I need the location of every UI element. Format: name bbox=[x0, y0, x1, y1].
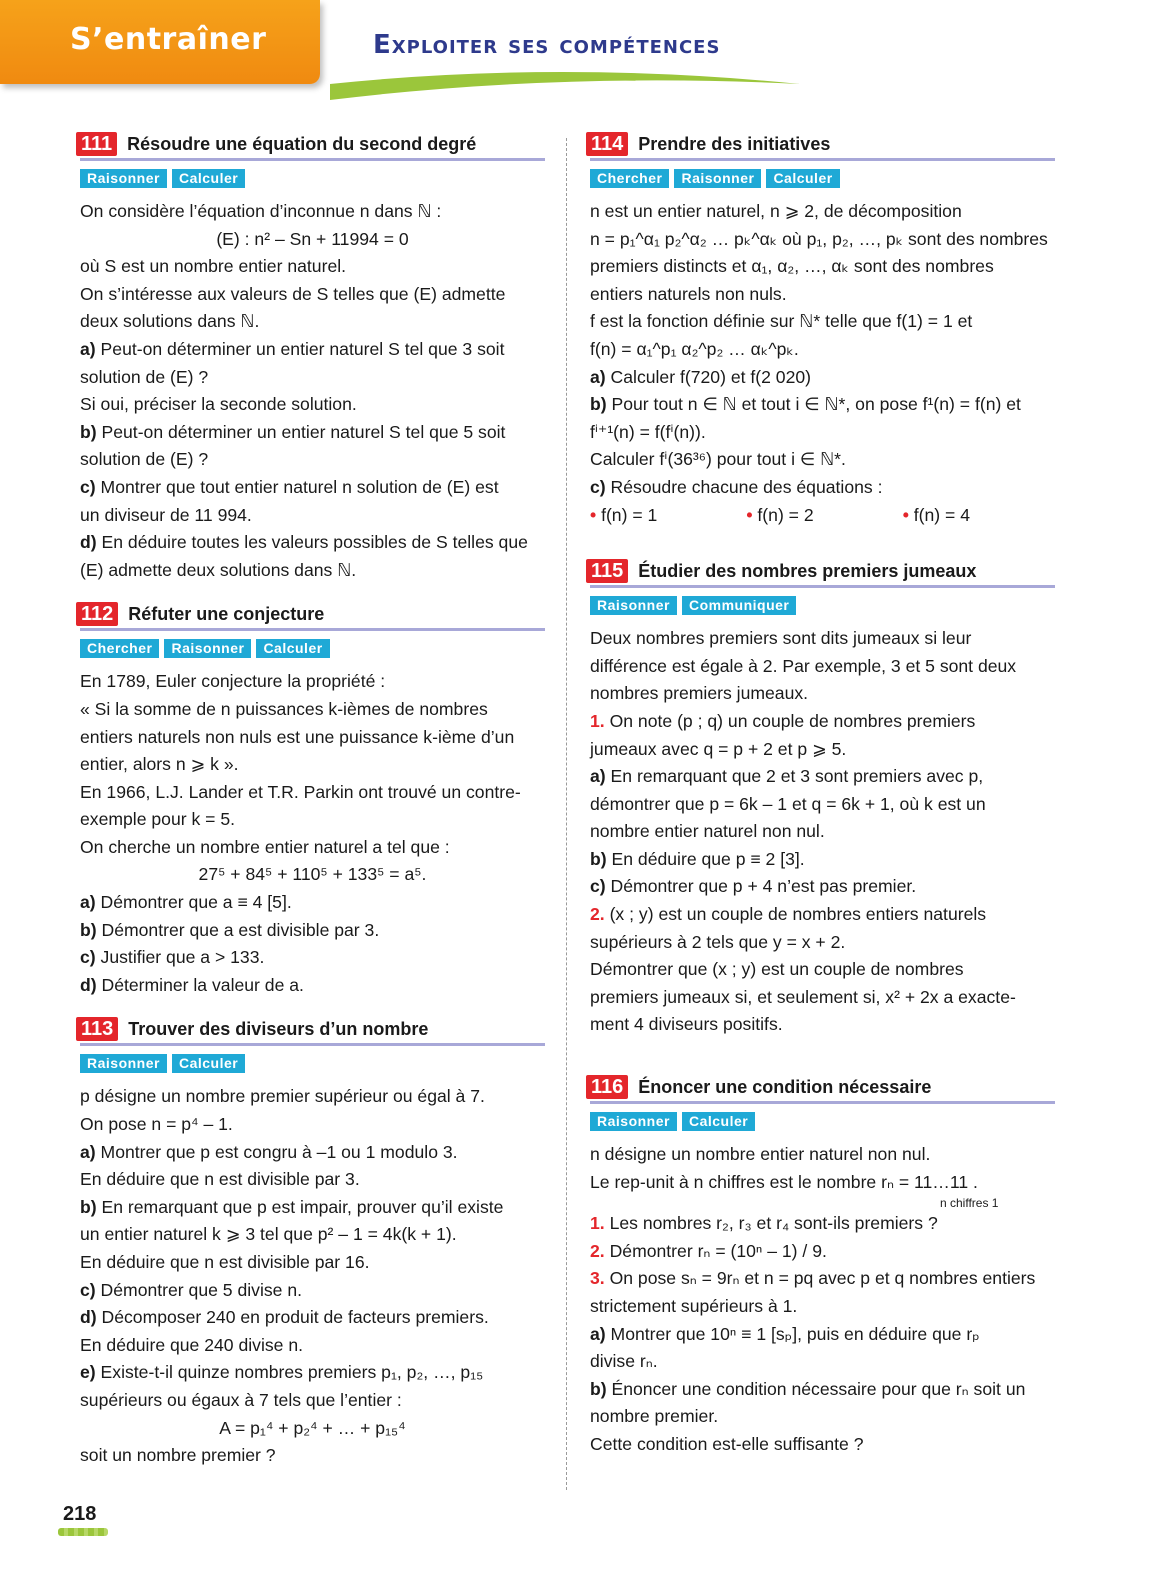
exercise-number-badge: 113 bbox=[76, 1017, 118, 1041]
exercise-line bbox=[590, 446, 1055, 474]
exercise-line bbox=[590, 391, 1055, 419]
line-text: Décomposer 240 en produit de facteurs premiers. bbox=[101, 1307, 489, 1328]
exercise-number-badge: 112 bbox=[76, 602, 118, 626]
question-label: b) bbox=[80, 1196, 97, 1217]
line-text: entiers naturels non nuls est une puissance k-ième d’un bbox=[80, 726, 515, 747]
exercise-line bbox=[80, 834, 545, 862]
line-text: strictement supérieurs à 1. bbox=[590, 1296, 798, 1316]
question-label: d) bbox=[80, 974, 97, 995]
line-text: Peut-on déterminer un entier naturel S tel que 3 soit bbox=[100, 338, 505, 359]
exercise-line bbox=[590, 1293, 1055, 1321]
question-label: a) bbox=[80, 892, 96, 913]
exercise-number-badge: 111 bbox=[76, 132, 117, 156]
part-number: 2. bbox=[590, 1240, 605, 1261]
right-column bbox=[590, 132, 1055, 1477]
exercise-title: Trouver des diviseurs d’un nombre bbox=[128, 1019, 429, 1040]
exercise-line bbox=[80, 917, 545, 945]
exercise-header bbox=[80, 602, 545, 631]
question-label: a) bbox=[80, 1141, 96, 1162]
line-text: un diviseur de 11 994. bbox=[80, 504, 252, 525]
exercise-line bbox=[80, 806, 545, 834]
line-text: différence est égale à 2. Par exemple, 3 et 5 sont deux bbox=[590, 655, 1017, 676]
exercise-line bbox=[590, 901, 1055, 929]
line-text: Montrer que p est congru à –1 ou 1 modulo 3. bbox=[100, 1141, 458, 1162]
skill-tags bbox=[80, 169, 545, 188]
line-text: où S est un nombre entier naturel. bbox=[80, 256, 347, 277]
exercise-line bbox=[80, 364, 545, 392]
line-text: (x ; y) est un couple de nombres entiers naturels bbox=[609, 904, 987, 925]
exercise-line bbox=[590, 708, 1055, 736]
exercise-title: Étudier des nombres premiers jumeaux bbox=[638, 561, 977, 582]
exercise-line bbox=[80, 779, 545, 807]
exercise-line bbox=[80, 1083, 545, 1111]
line-text: « Si la somme de n puissances k-ièmes de nombres bbox=[80, 698, 488, 719]
skill-tags bbox=[80, 1054, 545, 1073]
skill-tag: Chercher bbox=[80, 639, 159, 658]
line-text: n est un entier naturel, n ⩾ 2, de décomposition bbox=[590, 201, 962, 221]
equation-item: • f(n) = 4 bbox=[903, 502, 970, 530]
exercise-line bbox=[80, 529, 545, 557]
line-text: nombre entier naturel non nul. bbox=[590, 821, 825, 842]
exercise-line bbox=[590, 625, 1055, 653]
exercise-number-badge: 115 bbox=[586, 559, 628, 583]
exercise-title: Réfuter une conjecture bbox=[128, 604, 325, 625]
line-text: Calculer fⁱ(36³⁶) pour tout i ∈ ℕ*. bbox=[590, 449, 846, 470]
line-text: jumeaux avec q = p + 2 et p ⩾ 5. bbox=[590, 738, 847, 759]
line-text: Cette condition est-elle suffisante ? bbox=[590, 1433, 864, 1454]
line-text: un entier naturel k ⩾ 3 tel que p² – 1 = 4k(k + 1). bbox=[80, 1224, 457, 1245]
exercise-body bbox=[590, 625, 1055, 1039]
exercise-line bbox=[590, 198, 1055, 226]
exercise-body bbox=[80, 198, 545, 584]
exercise-line bbox=[80, 1111, 545, 1139]
exercise-line bbox=[80, 1139, 545, 1167]
line-text: Montrer que tout entier naturel n solution de (E) est bbox=[100, 476, 499, 497]
exercise-line bbox=[590, 474, 1055, 502]
exercise-line bbox=[590, 818, 1055, 846]
exercise-line bbox=[80, 668, 545, 696]
exercise-line bbox=[590, 1210, 1055, 1238]
line-text: soit un nombre premier ? bbox=[80, 1445, 276, 1466]
line-text: (E) admette deux solutions dans ℕ. bbox=[80, 559, 357, 580]
exercise-line bbox=[590, 791, 1055, 819]
skill-tag: Raisonner bbox=[590, 1112, 677, 1131]
question-label: b) bbox=[80, 421, 97, 442]
exercise-line bbox=[590, 1141, 1055, 1169]
exercise-line bbox=[590, 308, 1055, 336]
line-text: supérieurs ou égaux à 7 tels que l’entier : bbox=[80, 1389, 402, 1410]
skill-tag: Communiquer bbox=[682, 596, 796, 615]
exercise-line bbox=[590, 1403, 1055, 1431]
exercise-line bbox=[590, 419, 1055, 447]
exercise-title: Prendre des initiatives bbox=[638, 134, 831, 154]
line-text: En déduire que n est divisible par 16. bbox=[80, 1252, 370, 1272]
line-text: En déduire toutes les valeurs possibles de S telles que bbox=[101, 532, 528, 553]
exercise-line bbox=[590, 984, 1055, 1012]
exercise-115 bbox=[590, 559, 1055, 1039]
skill-tags bbox=[590, 596, 1055, 615]
exercise-header bbox=[80, 1017, 545, 1046]
exercise-line bbox=[80, 226, 545, 254]
exercise-line bbox=[80, 1442, 545, 1470]
skill-tag: Calculer bbox=[256, 639, 329, 658]
line-text: p désigne un nombre premier supérieur ou égal à 7. bbox=[80, 1086, 485, 1107]
exercise-header bbox=[80, 132, 545, 161]
line-text: Énoncer une condition nécessaire pour que rₙ soit un bbox=[611, 1378, 1026, 1399]
line-text: En 1789, Euler conjecture la propriété : bbox=[80, 671, 386, 692]
exercise-line bbox=[590, 226, 1055, 254]
exercise-line bbox=[590, 846, 1055, 874]
question-label: b) bbox=[590, 1378, 607, 1399]
line-text: nombre premier. bbox=[590, 1406, 719, 1427]
skill-tag: Calculer bbox=[172, 1054, 245, 1073]
line-text: premiers jumeaux si, et seulement si, x² + 2x a exacte- bbox=[590, 986, 1016, 1007]
line-text: On cherche un nombre entier naturel a tel que : bbox=[80, 836, 450, 857]
exercise-line bbox=[80, 474, 545, 502]
exercise-line bbox=[590, 1265, 1055, 1293]
question-label: e) bbox=[80, 1362, 96, 1383]
line-text: solution de (E) ? bbox=[80, 366, 209, 387]
exercise-line bbox=[590, 736, 1055, 764]
exercise-line bbox=[80, 198, 545, 226]
skill-tag: Calculer bbox=[172, 169, 245, 188]
exercise-line bbox=[80, 1194, 545, 1222]
header-title: Exploiter ses compétences bbox=[373, 30, 721, 60]
exercise-header bbox=[590, 132, 1055, 161]
exercise-116 bbox=[590, 1075, 1055, 1459]
exercise-114 bbox=[590, 132, 1055, 529]
line-text: n = p₁^α₁ p₂^α₂ … pₖ^αₖ où p₁, p₂, …, pₖ sont des nombres bbox=[590, 228, 1048, 249]
skill-tag: Chercher bbox=[590, 169, 669, 188]
line-text: On pose n = p⁴ – 1. bbox=[80, 1114, 233, 1135]
line-text: Montrer que 10ⁿ ≡ 1 [sₚ], puis en déduire que rₚ bbox=[610, 1323, 980, 1344]
exercise-line bbox=[590, 1169, 1055, 1197]
exercise-line bbox=[80, 1387, 545, 1415]
exercise-line bbox=[590, 1321, 1055, 1349]
part-number: 3. bbox=[590, 1268, 605, 1289]
line-text: Les nombres r₂, r₃ et r₄ sont-ils premiers ? bbox=[609, 1213, 938, 1234]
line-text: supérieurs à 2 tels que y = x + 2. bbox=[590, 931, 846, 952]
page-number: 218 bbox=[63, 1503, 97, 1525]
skill-tags bbox=[80, 639, 545, 658]
question-label: c) bbox=[80, 1279, 96, 1300]
question-label: a) bbox=[590, 1323, 606, 1344]
line-text: A = p₁⁴ + p₂⁴ + … + p₁₅⁴ bbox=[219, 1417, 406, 1438]
exercise-line bbox=[590, 336, 1055, 364]
line-text: En remarquant que p est impair, prouver qu’il existe bbox=[101, 1196, 504, 1217]
exercise-line bbox=[80, 861, 545, 889]
question-label: c) bbox=[590, 476, 606, 497]
exercise-body bbox=[590, 198, 1055, 529]
part-number: 2. bbox=[590, 904, 605, 925]
line-text: Justifier que a > 133. bbox=[100, 947, 265, 968]
line-text: n désigne un nombre entier naturel non nul. bbox=[590, 1144, 931, 1165]
exercise-line bbox=[80, 1332, 545, 1360]
question-label: d) bbox=[80, 532, 97, 553]
exercise-line bbox=[590, 1348, 1055, 1376]
line-text: fⁱ⁺¹(n) = f(fⁱ(n)). bbox=[590, 421, 706, 442]
line-text: Existe-t-il quinze nombres premiers p₁, p₂, …, p₁₅ bbox=[100, 1362, 484, 1383]
skill-tag: Calculer bbox=[682, 1112, 755, 1131]
exercise-line bbox=[590, 873, 1055, 901]
question-label: c) bbox=[80, 947, 96, 968]
exercise-line bbox=[80, 944, 545, 972]
line-text: Deux nombres premiers sont dits jumeaux si leur bbox=[590, 628, 972, 649]
question-label: b) bbox=[590, 848, 607, 869]
exercise-line bbox=[80, 751, 545, 779]
line-text: En remarquant que 2 et 3 sont premiers avec p, bbox=[610, 766, 984, 787]
line-text: f est la fonction définie sur ℕ* telle que f(1) = 1 et bbox=[590, 311, 973, 332]
line-text: Si oui, préciser la seconde solution. bbox=[80, 394, 357, 415]
equation-bullets bbox=[590, 502, 970, 530]
line-text: Démontrer que 5 divise n. bbox=[100, 1279, 302, 1300]
line-text: Démontrer que a est divisible par 3. bbox=[101, 919, 380, 940]
skill-tag: Raisonner bbox=[674, 169, 761, 188]
line-text: En déduire que n est divisible par 3. bbox=[80, 1169, 360, 1190]
question-label: b) bbox=[590, 394, 607, 415]
line-text: 27⁵ + 84⁵ + 110⁵ + 133⁵ = a⁵. bbox=[198, 864, 427, 885]
exercise-line bbox=[80, 502, 545, 530]
line-text: On pose sₙ = 9rₙ et n = pq avec p et q nombres entiers bbox=[609, 1268, 1036, 1289]
exercise-body bbox=[590, 1141, 1055, 1459]
exercise-112 bbox=[80, 602, 545, 999]
skill-tags bbox=[590, 1112, 1055, 1131]
exercise-number-badge: 116 bbox=[586, 1075, 628, 1099]
line-text: Pour tout n ∈ ℕ et tout i ∈ ℕ*, on pose f¹(n) = f(n) et bbox=[611, 394, 1021, 415]
exercise-line bbox=[80, 281, 545, 309]
line-text: n chiffres 1 bbox=[940, 1196, 999, 1211]
exercise-line bbox=[590, 253, 1055, 281]
equation-item: • f(n) = 2 bbox=[746, 502, 813, 530]
exercise-line bbox=[590, 763, 1055, 791]
line-text: On note (p ; q) un couple de nombres premiers bbox=[609, 710, 976, 731]
line-text: Le rep-unit à n chiffres est le nombre rₙ = 11…11 . bbox=[590, 1171, 978, 1192]
skill-tag: Raisonner bbox=[590, 596, 677, 615]
column-divider bbox=[566, 138, 567, 1490]
exercise-line bbox=[590, 1196, 1055, 1210]
line-text: (E) : n² – Sn + 11994 = 0 bbox=[216, 228, 409, 249]
line-text: En déduire que 240 divise n. bbox=[80, 1334, 304, 1355]
exercise-line bbox=[80, 1277, 545, 1305]
line-text: Démontrer que (x ; y) est un couple de nombres bbox=[590, 959, 964, 980]
exercise-line bbox=[590, 281, 1055, 309]
exercise-line bbox=[590, 680, 1055, 708]
equation-item: • f(n) = 1 bbox=[590, 502, 657, 530]
exercise-line bbox=[590, 1011, 1055, 1039]
exercise-line bbox=[80, 336, 545, 364]
exercise-line bbox=[80, 446, 545, 474]
exercise-body bbox=[80, 1083, 545, 1469]
exercise-line bbox=[590, 364, 1055, 392]
line-text: Démontrer rₙ = (10ⁿ – 1) / 9. bbox=[609, 1240, 827, 1261]
line-text: Résoudre chacune des équations : bbox=[610, 476, 883, 497]
line-text: On considère l’équation d’inconnue n dans ℕ : bbox=[80, 201, 442, 221]
line-text: Démontrer que p + 4 n’est pas premier. bbox=[610, 876, 917, 897]
exercise-line bbox=[590, 956, 1055, 984]
line-text: Calculer f(720) et f(2 020) bbox=[610, 366, 812, 387]
exercise-line bbox=[80, 889, 545, 917]
line-text: entiers naturels non nuls. bbox=[590, 283, 787, 304]
exercise-line bbox=[80, 1415, 545, 1443]
line-text: ment 4 diviseurs positifs. bbox=[590, 1014, 783, 1035]
line-text: premiers distincts et α₁, α₂, …, αₖ sont des nombres bbox=[590, 256, 994, 277]
line-text: nombres premiers jumeaux. bbox=[590, 683, 809, 704]
question-label: c) bbox=[80, 476, 96, 497]
exercise-113 bbox=[80, 1017, 545, 1469]
skill-tag: Raisonner bbox=[164, 639, 251, 658]
exercise-number-badge: 114 bbox=[586, 132, 628, 156]
line-text: Peut-on déterminer un entier naturel S tel que 5 soit bbox=[101, 421, 506, 442]
line-text: démontrer que p = 6k – 1 et q = 6k + 1, où k est un bbox=[590, 793, 986, 814]
line-text: Déterminer la valeur de a. bbox=[101, 974, 304, 995]
line-text: En déduire que p ≡ 2 [3]. bbox=[611, 848, 805, 869]
line-text: divise rₙ. bbox=[590, 1351, 658, 1372]
page-number-decoration bbox=[58, 1528, 108, 1536]
line-text: entier, alors n ⩾ k ». bbox=[80, 754, 239, 775]
exercise-title: Énoncer une condition nécessaire bbox=[638, 1077, 932, 1098]
exercise-line bbox=[80, 308, 545, 336]
exercise-line bbox=[80, 1249, 545, 1277]
question-label: b) bbox=[80, 919, 97, 940]
line-text: f(n) = α₁^p₁ α₂^p₂ … αₖ^pₖ. bbox=[590, 338, 799, 359]
skill-tags bbox=[590, 169, 1055, 188]
line-text: On s’intéresse aux valeurs de S telles que (E) admette bbox=[80, 283, 506, 304]
exercise-line bbox=[590, 1376, 1055, 1404]
exercise-line bbox=[80, 253, 545, 281]
exercise-line bbox=[80, 972, 545, 1000]
exercise-111 bbox=[80, 132, 545, 584]
header-tab-label: S’entraîner bbox=[70, 22, 267, 57]
exercise-line bbox=[590, 1431, 1055, 1459]
exercise-header bbox=[590, 559, 1055, 588]
skill-tag: Calculer bbox=[766, 169, 839, 188]
question-label: a) bbox=[590, 766, 606, 787]
line-text: Démontrer que a ≡ 4 [5]. bbox=[100, 892, 292, 913]
exercise-body bbox=[80, 668, 545, 999]
line-text: solution de (E) ? bbox=[80, 449, 209, 470]
exercise-line bbox=[80, 1359, 545, 1387]
exercise-line bbox=[80, 696, 545, 724]
exercise-header bbox=[590, 1075, 1055, 1104]
exercise-line bbox=[80, 391, 545, 419]
exercise-line bbox=[590, 1238, 1055, 1266]
exercise-line bbox=[80, 1221, 545, 1249]
skill-tag: Raisonner bbox=[80, 169, 167, 188]
exercise-line bbox=[590, 929, 1055, 957]
line-text: exemple pour k = 5. bbox=[80, 809, 236, 830]
question-label: a) bbox=[590, 366, 606, 387]
exercise-line bbox=[80, 1166, 545, 1194]
exercise-line bbox=[590, 653, 1055, 681]
question-label: a) bbox=[80, 338, 96, 359]
skill-tag: Raisonner bbox=[80, 1054, 167, 1073]
left-column bbox=[80, 132, 545, 1488]
part-number: 1. bbox=[590, 1213, 605, 1234]
line-text: deux solutions dans ℕ. bbox=[80, 311, 260, 332]
question-label: c) bbox=[590, 876, 606, 897]
exercise-line bbox=[80, 557, 545, 585]
exercise-line bbox=[80, 1304, 545, 1332]
exercise-title: Résoudre une équation du second degré bbox=[127, 134, 477, 154]
part-number: 1. bbox=[590, 710, 605, 731]
question-label: d) bbox=[80, 1307, 97, 1328]
exercise-line bbox=[80, 419, 545, 447]
exercise-line bbox=[80, 724, 545, 752]
line-text: En 1966, L.J. Lander et T.R. Parkin ont trouvé un contre- bbox=[80, 781, 521, 802]
